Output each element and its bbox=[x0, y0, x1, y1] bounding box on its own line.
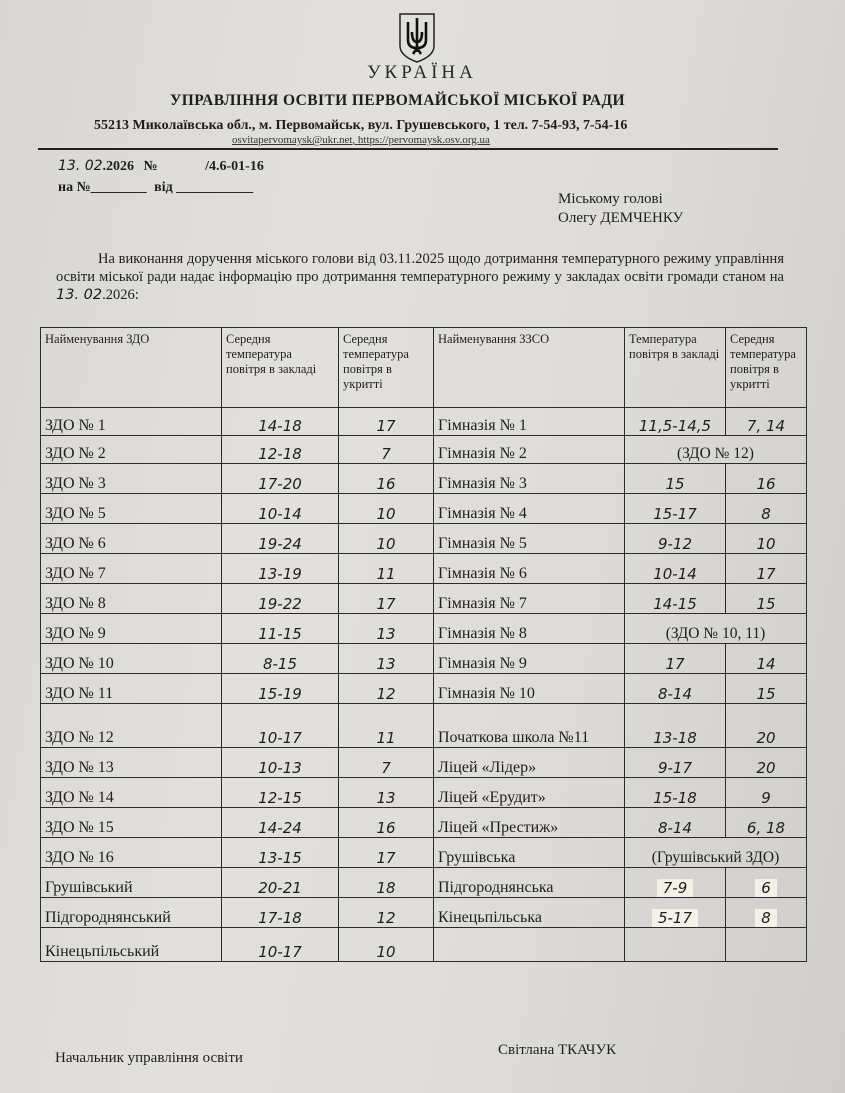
zdo-name: ЗДО № 9 bbox=[41, 614, 222, 644]
zdo-temp-inside: 17-20 bbox=[222, 464, 339, 494]
zzso-temp-inside: 13-18 bbox=[625, 704, 726, 748]
table-row bbox=[41, 898, 807, 928]
zdo-temp-shelter: 18 bbox=[339, 868, 434, 898]
zzso-name: Гімназія № 5 bbox=[434, 524, 625, 554]
zzso-name: Гімназія № 10 bbox=[434, 674, 625, 704]
zdo-name: ЗДО № 1 bbox=[41, 408, 222, 436]
zzso-name: Підгороднянська bbox=[434, 868, 625, 898]
zzso-name: Гімназія № 2 bbox=[434, 436, 625, 464]
zdo-temp-inside: 20-21 bbox=[222, 868, 339, 898]
table-row bbox=[41, 554, 807, 584]
zzso-temp-shelter: 14 bbox=[726, 644, 807, 674]
registration-year: .2026 bbox=[102, 159, 135, 174]
table-row bbox=[41, 868, 807, 898]
zdo-temp-inside: 12-15 bbox=[222, 778, 339, 808]
zzso-name bbox=[434, 928, 625, 962]
organization-name: УПРАВЛІННЯ ОСВІТИ ПЕРВОМАЙСЬКОЇ МІСЬКОЇ РАДИ bbox=[170, 92, 626, 109]
zdo-name: ЗДО № 8 bbox=[41, 584, 222, 614]
zdo-temp-inside: 10-13 bbox=[222, 748, 339, 778]
zzso-temp-inside: 15-17 bbox=[625, 494, 726, 524]
zdo-name: ЗДО № 13 bbox=[41, 748, 222, 778]
zdo-temp-inside: 19-24 bbox=[222, 524, 339, 554]
zdo-name: ЗДО № 12 bbox=[41, 704, 222, 748]
zzso-name: Ліцей «Ерудит» bbox=[434, 778, 625, 808]
email-link[interactable]: osvitapervomaysk@ukr.net bbox=[232, 134, 353, 146]
zzso-temp-inside: 8-14 bbox=[625, 674, 726, 704]
zdo-name: ЗДО № 7 bbox=[41, 554, 222, 584]
intro-text: На виконання доручення міського голови від 03.11.2025 щодо дотримання температурного режиму управління освіти міської ради надає інформацію про дотримання температурного режиму у закладах освіти громади станом на bbox=[56, 251, 784, 285]
zdo-temp-inside: 10-17 bbox=[222, 704, 339, 748]
zdo-temp-inside: 10-14 bbox=[222, 494, 339, 524]
zzso-temp-inside: 9-12 bbox=[625, 524, 726, 554]
zzso-temp-inside: 11,5-14,5 bbox=[625, 408, 726, 436]
table-row bbox=[41, 408, 807, 436]
table-row bbox=[41, 748, 807, 778]
reply-from-label: від ___________ bbox=[154, 180, 254, 195]
registration-line bbox=[58, 158, 264, 175]
pasted-value: 7-9 bbox=[657, 879, 694, 897]
zzso-temp-shelter: 16 bbox=[726, 464, 807, 494]
zdo-temp-inside: 11-15 bbox=[222, 614, 339, 644]
table-row bbox=[41, 464, 807, 494]
table-row bbox=[41, 644, 807, 674]
zzso-merged-note: (ЗДО № 12) bbox=[625, 436, 807, 464]
zzso-temp-inside: 14-15 bbox=[625, 584, 726, 614]
header-zdo-name: Найменування ЗДО bbox=[41, 328, 222, 408]
zzso-merged-note: (Грушівський ЗДО) bbox=[625, 838, 807, 868]
zdo-name: Кінецьпільський bbox=[41, 928, 222, 962]
zdo-temp-shelter: 16 bbox=[339, 808, 434, 838]
table-row bbox=[41, 674, 807, 704]
zzso-temp-inside bbox=[625, 898, 726, 928]
registration-date-handwritten: 13. 02 bbox=[58, 158, 103, 174]
addressee-title: Міському голові bbox=[558, 191, 663, 207]
zdo-name: ЗДО № 15 bbox=[41, 808, 222, 838]
zdo-temp-inside: 8-15 bbox=[222, 644, 339, 674]
zzso-name: Гімназія № 1 bbox=[434, 408, 625, 436]
table-header-row bbox=[41, 328, 807, 408]
zdo-temp-shelter: 10 bbox=[339, 494, 434, 524]
zzso-temp-inside bbox=[625, 868, 726, 898]
header-zdo-temp-shelter: Середня температура повітря в укритті bbox=[339, 328, 434, 408]
zdo-temp-shelter: 7 bbox=[339, 436, 434, 464]
zdo-temp-shelter: 11 bbox=[339, 554, 434, 584]
zzso-temp-shelter: 6, 18 bbox=[726, 808, 807, 838]
zzso-name: Гімназія № 9 bbox=[434, 644, 625, 674]
zdo-temp-inside: 19-22 bbox=[222, 584, 339, 614]
zzso-temp-inside bbox=[625, 928, 726, 962]
zzso-name: Ліцей «Престиж» bbox=[434, 808, 625, 838]
organization-address: 55213 Миколаївська обл., м. Первомайськ, вул. Грушевського, 1 тел. 7-54-93, 7-54-16 bbox=[94, 118, 628, 133]
zzso-temp-inside: 8-14 bbox=[625, 808, 726, 838]
zzso-temp-shelter bbox=[726, 898, 807, 928]
zdo-temp-shelter: 16 bbox=[339, 464, 434, 494]
addressee-block bbox=[558, 190, 683, 228]
zzso-temp-shelter: 20 bbox=[726, 748, 807, 778]
zdo-temp-shelter: 10 bbox=[339, 524, 434, 554]
zdo-name: ЗДО № 10 bbox=[41, 644, 222, 674]
intro-paragraph bbox=[56, 250, 784, 304]
zdo-temp-shelter: 12 bbox=[339, 674, 434, 704]
zzso-name: Гімназія № 6 bbox=[434, 554, 625, 584]
zzso-temp-inside: 9-17 bbox=[625, 748, 726, 778]
country-heading: УКРАЇНА bbox=[367, 62, 477, 83]
zdo-temp-shelter: 13 bbox=[339, 614, 434, 644]
zzso-name: Гімназія № 4 bbox=[434, 494, 625, 524]
table-row bbox=[41, 928, 807, 962]
registration-number-label: № bbox=[143, 159, 158, 174]
trident-coat-of-arms-icon bbox=[398, 12, 436, 64]
zdo-name: ЗДО № 2 bbox=[41, 436, 222, 464]
zdo-name: ЗДО № 16 bbox=[41, 838, 222, 868]
header-zzso-name: Найменування ЗЗСО bbox=[434, 328, 625, 408]
zdo-name: ЗДО № 3 bbox=[41, 464, 222, 494]
table-row bbox=[41, 614, 807, 644]
table-row bbox=[41, 524, 807, 554]
zzso-temp-shelter: 15 bbox=[726, 584, 807, 614]
zdo-temp-shelter: 17 bbox=[339, 838, 434, 868]
zzso-temp-inside: 15-18 bbox=[625, 778, 726, 808]
table-row bbox=[41, 584, 807, 614]
zzso-temp-shelter: 9 bbox=[726, 778, 807, 808]
header-zzso-temp-shelter: Середня температура повітря в укритті bbox=[726, 328, 807, 408]
zzso-temp-inside: 15 bbox=[625, 464, 726, 494]
zdo-temp-inside: 17-18 bbox=[222, 898, 339, 928]
intro-date-handwritten: 13. 02 bbox=[56, 287, 103, 303]
zzso-temp-shelter: 10 bbox=[726, 524, 807, 554]
zdo-temp-shelter: 17 bbox=[339, 584, 434, 614]
signer-name: Світлана ТКАЧУК bbox=[498, 1042, 617, 1058]
header-zzso-temp-inside: Температура повітря в закладі bbox=[625, 328, 726, 408]
zzso-name: Початкова школа №11 bbox=[434, 704, 625, 748]
zzso-name: Грушівська bbox=[434, 838, 625, 868]
zdo-temp-inside: 13-19 bbox=[222, 554, 339, 584]
zzso-merged-note: (ЗДО № 10, 11) bbox=[625, 614, 807, 644]
zzso-temp-shelter: 8 bbox=[726, 494, 807, 524]
zzso-name: Гімназія № 3 bbox=[434, 464, 625, 494]
zdo-temp-inside: 13-15 bbox=[222, 838, 339, 868]
zdo-name: Підгороднянський bbox=[41, 898, 222, 928]
zdo-name: ЗДО № 6 bbox=[41, 524, 222, 554]
pasted-value: 5-17 bbox=[652, 909, 698, 927]
zzso-temp-inside: 17 bbox=[625, 644, 726, 674]
temperature-table bbox=[40, 327, 807, 962]
zdo-temp-inside: 15-19 bbox=[222, 674, 339, 704]
zdo-temp-shelter: 13 bbox=[339, 644, 434, 674]
table-row bbox=[41, 436, 807, 464]
pasted-value: 6 bbox=[755, 879, 777, 897]
zdo-name: ЗДО № 14 bbox=[41, 778, 222, 808]
table-row bbox=[41, 808, 807, 838]
website-link[interactable]: https://pervomaysk.osv.org.ua bbox=[357, 134, 490, 146]
organization-contacts: osvitapervomaysk@ukr.net, https://pervomaysk.osv.org.ua bbox=[232, 134, 490, 146]
zdo-temp-inside: 14-18 bbox=[222, 408, 339, 436]
zzso-temp-shelter: 20 bbox=[726, 704, 807, 748]
zdo-temp-shelter: 10 bbox=[339, 928, 434, 962]
zdo-name: ЗДО № 11 bbox=[41, 674, 222, 704]
zzso-name: Гімназія № 7 bbox=[434, 584, 625, 614]
pasted-value: 8 bbox=[755, 909, 777, 927]
zdo-temp-shelter: 11 bbox=[339, 704, 434, 748]
zzso-temp-inside: 10-14 bbox=[625, 554, 726, 584]
table-row bbox=[41, 494, 807, 524]
zdo-temp-inside: 12-18 bbox=[222, 436, 339, 464]
table-row bbox=[41, 838, 807, 868]
zzso-name: Гімназія № 8 bbox=[434, 614, 625, 644]
zzso-temp-shelter: 17 bbox=[726, 554, 807, 584]
zdo-temp-inside: 10-17 bbox=[222, 928, 339, 962]
reply-to-label: на №________ bbox=[58, 180, 147, 195]
zzso-temp-shelter bbox=[726, 868, 807, 898]
table-row bbox=[41, 704, 807, 748]
zzso-name: Ліцей «Лідер» bbox=[434, 748, 625, 778]
registration-number: /4.6-01-16 bbox=[205, 159, 264, 174]
zdo-temp-inside: 14-24 bbox=[222, 808, 339, 838]
zdo-temp-shelter: 17 bbox=[339, 408, 434, 436]
reply-reference-line bbox=[58, 180, 253, 196]
table-row bbox=[41, 778, 807, 808]
zdo-name: ЗДО № 5 bbox=[41, 494, 222, 524]
intro-date-suffix: .2026: bbox=[102, 287, 139, 303]
addressee-name: Олегу ДЕМЧЕНКУ bbox=[558, 210, 684, 226]
header-zdo-temp-inside: Середня температура повітря в закладі bbox=[222, 328, 339, 408]
zdo-temp-shelter: 12 bbox=[339, 898, 434, 928]
zdo-temp-shelter: 13 bbox=[339, 778, 434, 808]
zzso-temp-shelter: 15 bbox=[726, 674, 807, 704]
zzso-name: Кінецьпільська bbox=[434, 898, 625, 928]
zdo-name: Грушівський bbox=[41, 868, 222, 898]
header-divider bbox=[38, 148, 778, 150]
zzso-temp-shelter: 7, 14 bbox=[726, 408, 807, 436]
zzso-temp-shelter bbox=[726, 928, 807, 962]
signer-title: Начальник управління освіти bbox=[55, 1050, 243, 1066]
zdo-temp-shelter: 7 bbox=[339, 748, 434, 778]
